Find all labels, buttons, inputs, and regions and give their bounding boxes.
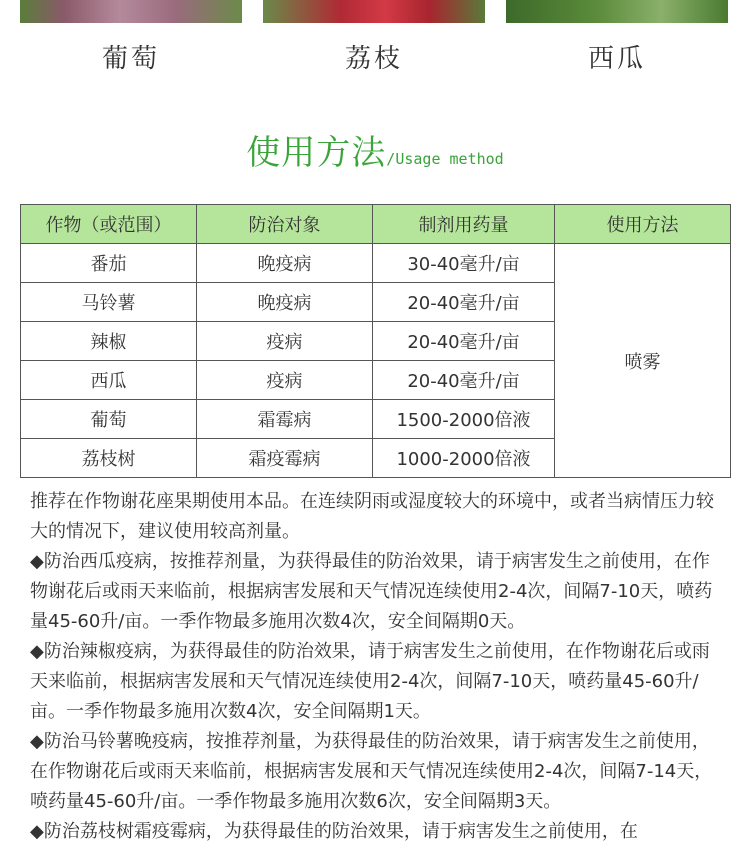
cell-crop: 荔枝树 (21, 439, 197, 478)
cell-target: 霜霉病 (197, 400, 373, 439)
cell-crop: 番茄 (21, 244, 197, 283)
header-target: 防治对象 (197, 205, 373, 244)
note-paragraph: 推荐在作物谢花座果期使用本品。在连续阴雨或湿度较大的环境中，或者当病情压力较大的情况下，建议使用较高剂量。 (30, 491, 714, 542)
note-paragraph: ◆防治荔枝树霜疫霉病，为获得最佳的防治效果，请于病害发生之前使用，在 (30, 821, 638, 842)
cell-dosage: 20-40毫升/亩 (373, 361, 555, 400)
watermelon-label: 西瓜 (587, 44, 646, 74)
cell-crop: 西瓜 (21, 361, 197, 400)
cell-dosage: 20-40毫升/亩 (373, 283, 555, 322)
header-method: 使用方法 (555, 205, 731, 244)
section-title-cn: 使用方法 (246, 133, 387, 173)
usage-table (20, 204, 731, 478)
cell-target: 晚疫病 (197, 283, 373, 322)
cell-dosage: 1500-2000倍液 (373, 400, 555, 439)
table-row (21, 244, 731, 283)
watermelon-photo (506, 0, 728, 23)
cell-target: 霜疫霉病 (197, 439, 373, 478)
grape-photo (20, 0, 242, 23)
cell-dosage: 20-40毫升/亩 (373, 322, 555, 361)
cell-target: 晚疫病 (197, 244, 373, 283)
cell-target: 疫病 (197, 322, 373, 361)
cell-crop: 葡萄 (21, 400, 197, 439)
cell-target: 疫病 (197, 361, 373, 400)
note-paragraph: ◆防治辣椒疫病，为获得最佳的防治效果，请于病害发生之前使用，在作物谢花后或雨天来临前，根据病害发展和天气情况连续使用2-4次，间隔7-10天，喷药量45-60升/亩。一季作物最多施用次数4次，安全间隔期1天。 (30, 641, 710, 722)
cell-method: 喷雾 (555, 244, 731, 478)
cell-crop: 马铃薯 (21, 283, 197, 322)
note-paragraph: ◆防治马铃薯晚疫病，按推荐剂量，为获得最佳的防治效果，请于病害发生之前使用，在作物谢花后或雨天来临前，根据病害发展和天气情况连续使用2-4次，间隔7-14天，喷药量45-60升/亩。一季作物最多施用次数6次，安全间隔期3天。 (30, 731, 713, 812)
cell-dosage: 30-40毫升/亩 (373, 244, 555, 283)
lychee-label: 荔枝 (344, 44, 403, 74)
lychee-photo (263, 0, 485, 23)
header-dosage: 制剂用药量 (373, 205, 555, 244)
usage-notes (30, 487, 725, 847)
table-header-row (21, 205, 731, 244)
section-title-en: /Usage method (386, 150, 504, 168)
cell-dosage: 1000-2000倍液 (373, 439, 555, 478)
fruit-photos (0, 0, 750, 24)
header-crop: 作物（或范围） (21, 205, 197, 244)
grape-label: 葡萄 (101, 44, 160, 74)
cell-crop: 辣椒 (21, 322, 197, 361)
section-title (0, 125, 750, 174)
note-paragraph: ◆防治西瓜疫病，按推荐剂量，为获得最佳的防治效果，请于病害发生之前使用，在作物谢花后或雨天来临前，根据病害发展和天气情况连续使用2-4次，间隔7-10天，喷药量45-60升/亩。一季作物最多施用次数4次，安全间隔期0天。 (30, 551, 713, 632)
